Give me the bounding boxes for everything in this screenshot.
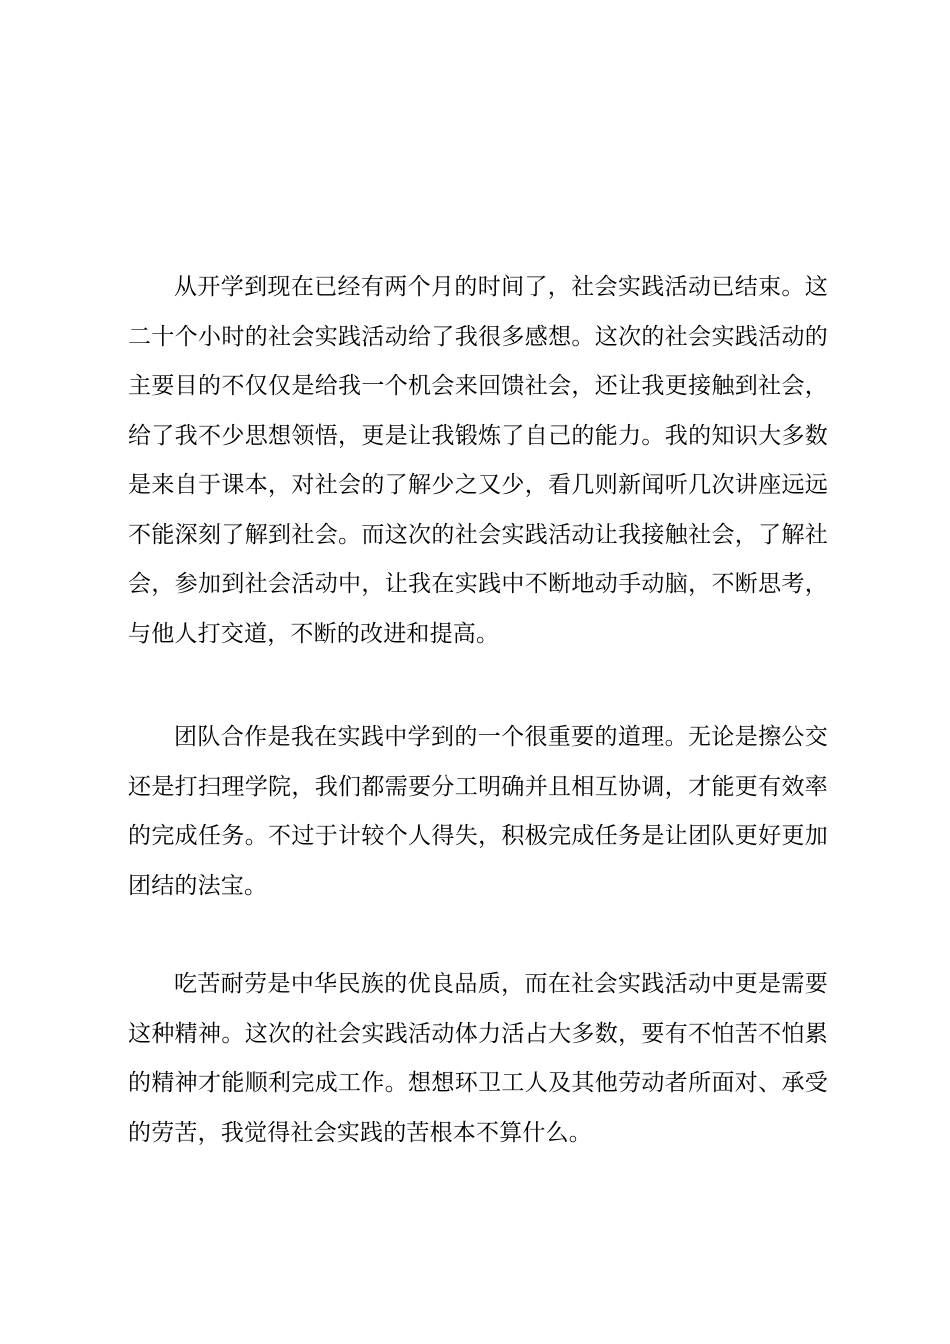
paragraph-social-practice-reflection: 从开学到现在已经有两个月的时间了，社会实践活动已结束。这二十个小时的社会实践活动给了我很多感想。这次的社会实践活动的主要目的不仅仅是给我一个机会来回馈社会，还让我更接触到社会，给了我不少思想领悟，更是让我锻炼了自己的能力。我的知识大多数是来自于课本，对社会的了解少之又少，看几则新闻听几次讲座远远不能深刻了解到社会。而这次的社会实践活动让我接触社会，了解社会，参加到社会活动中，让我在实践中不断地动手动脑，不断思考，与他人打交道，不断的改进和提高。 [128, 274, 828, 647]
paragraph-teamwork: 团队合作是我在实践中学到的一个很重要的道理。无论是擦公交还是打扫理学院，我们都需要分工明确并且相互协调，才能更有效率的完成任务。不过于计较个人得失，积极完成任务是让团队更好更加团结的法宝。 [128, 724, 828, 899]
paragraph-hard-work: 吃苦耐劳是中华民族的优良品质，而在社会实践活动中更是需要这种精神。这次的社会实践活动体力活占大多数，要有不怕苦不怕累的精神才能顺利完成工作。想想环卫工人及其他劳动者所面对、承受的劳苦，我觉得社会实践的苦根本不算什么。 [128, 971, 828, 1146]
